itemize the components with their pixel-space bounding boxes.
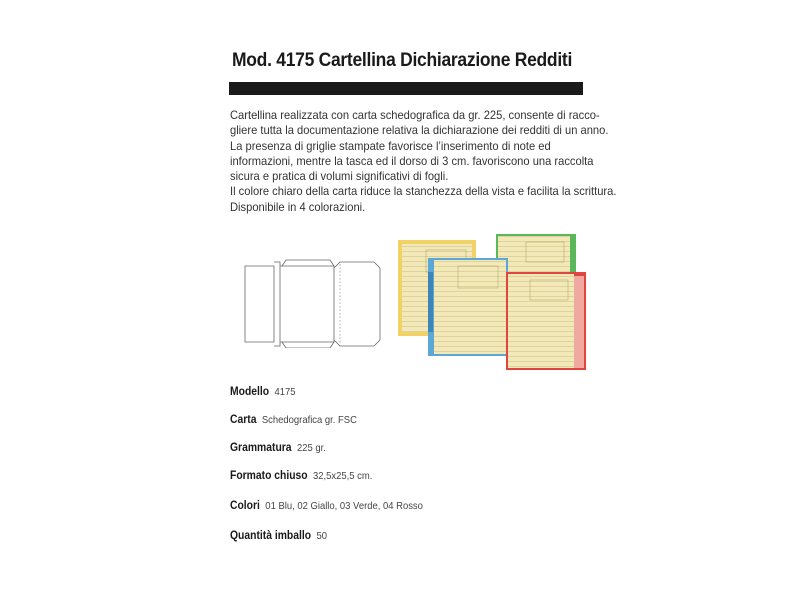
spec-row-quantita	[230, 530, 327, 542]
spec-label: Carta	[230, 414, 257, 426]
description-line: La presenza di griglie stampate favorisce l’inserimento di note ed	[230, 138, 551, 153]
spec-value: Schedografica gr. FSC	[261, 414, 357, 426]
spec-value: 225 gr.	[296, 442, 326, 454]
spec-label: Colori	[230, 500, 260, 512]
folder-blue	[428, 258, 508, 356]
page-title: Mod. 4175 Cartellina Dichiarazione Redditi	[232, 50, 573, 71]
description-line: Cartellina realizzata con carta schedografica da gr. 225, consente di racco-	[230, 108, 600, 122]
product-description	[230, 108, 617, 215]
spec-value: 01 Blu, 02 Giallo, 03 Verde, 04 Rosso	[265, 500, 423, 512]
spec-value: 32,5x25,5 cm.	[313, 470, 373, 482]
spec-row-grammatura	[230, 442, 326, 454]
description-line: Disponibile in 4 colorazioni.	[230, 199, 366, 214]
product-photo	[396, 232, 588, 372]
spec-row-colori	[230, 500, 423, 512]
spec-row-carta	[230, 414, 357, 426]
description-line: Il colore chiaro della carta riduce la stanchezza della vista e facilita la scrittura.	[230, 184, 617, 199]
spec-label: Grammatura	[230, 442, 292, 454]
spec-value: 50	[316, 530, 328, 542]
folder-red	[506, 272, 586, 370]
description-line: gliere tutta la documentazione relativa la dichiarazione dei redditi di un anno.	[230, 123, 609, 138]
spec-label: Modello	[230, 386, 270, 398]
title-underline-bar	[229, 82, 583, 95]
description-line: informazioni, mentre la tasca ed il dorso di 3 cm. favoriscono una raccolta	[230, 153, 594, 168]
spec-value: 4175	[274, 386, 296, 398]
spec-label: Quantità imballo	[230, 530, 312, 542]
folder-diecut-diagram	[244, 258, 382, 348]
description-line: sicura e pratica di volumi significativi di fogli.	[230, 169, 449, 184]
spec-row-formato	[230, 470, 372, 482]
spec-row-modello	[230, 386, 296, 398]
spec-label: Formato chiuso	[230, 470, 308, 482]
